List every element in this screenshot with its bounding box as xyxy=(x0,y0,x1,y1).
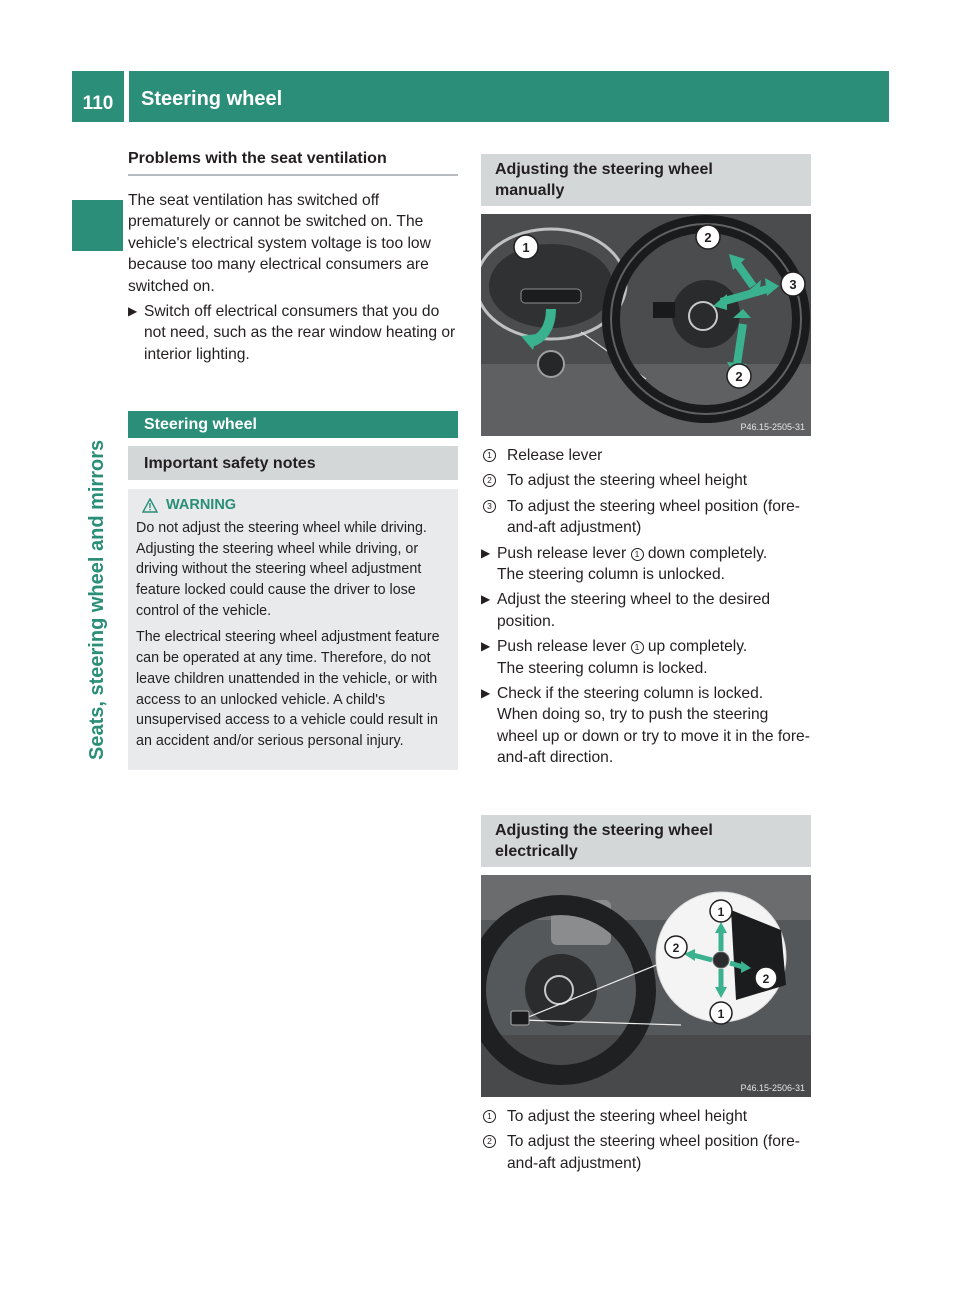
electric-figure-code: P46.15-2506-31 xyxy=(740,1082,805,1093)
manual-step-2 xyxy=(481,589,811,632)
step-arrow-icon: ▶ xyxy=(481,592,491,607)
callout-number: 1 xyxy=(631,548,644,561)
side-tab xyxy=(84,270,112,760)
steering-wheel-section: Steering wheel xyxy=(128,411,458,438)
svg-text:2: 2 xyxy=(704,230,712,245)
safety-notes-section: Important safety notes xyxy=(128,446,458,480)
manual-adjust-figure xyxy=(481,214,811,436)
svg-text:3: 3 xyxy=(789,277,797,292)
side-tab-label: Seats, steering wheel and mirrors xyxy=(86,439,108,760)
steering-wheel-electric-illustration xyxy=(481,875,811,1097)
legend-text: Release lever xyxy=(507,447,603,464)
manual-step-4 xyxy=(481,683,811,769)
warning-paragraph-2: The electrical steering wheel adjustment feature can be operated at any time. Therefore, do not leave children unattended in the vehicle, or with access to an unlocked vehicle. A child's unsupervised access to a vehicle could result in an accident and/or serious personal injury. xyxy=(136,629,440,749)
step-text: Push release lever xyxy=(497,638,627,656)
manual-legend-item xyxy=(481,470,811,491)
manual-step-3 xyxy=(481,636,811,679)
callout-number: 1 xyxy=(483,449,496,462)
manual-figure-code: P46.15-2505-31 xyxy=(740,422,805,432)
right-column xyxy=(481,154,811,1178)
step-text: Check if the steering column is locked. xyxy=(497,685,764,703)
ventilation-step xyxy=(128,301,458,365)
electric-legend-item xyxy=(481,1106,811,1127)
warning-paragraph-1: Do not adjust the steering wheel while driving. Adjusting the steering wheel while driving, or driving without the steering wheel adjustment feature locked could cause the driver to lose control of the vehicle. xyxy=(136,519,427,619)
step-text: down completely. xyxy=(647,544,768,562)
svg-text:2: 2 xyxy=(735,369,743,384)
left-column xyxy=(128,150,458,770)
step-arrow-icon: ▶ xyxy=(481,545,491,560)
legend-text: To adjust the steering wheel height xyxy=(507,472,748,490)
page-title: Steering wheel xyxy=(141,88,283,110)
warning-header xyxy=(136,495,450,516)
electric-adjust-figure xyxy=(481,875,811,1097)
step-arrow-icon: ▶ xyxy=(128,304,138,319)
step-text: Adjust the steering wheel to the desired position. xyxy=(497,591,771,630)
step-text: up completely. xyxy=(647,638,748,656)
page-number: 110 xyxy=(82,92,114,114)
step-result: The steering column is unlocked. xyxy=(497,566,725,584)
manual-step-1 xyxy=(481,543,811,586)
legend-text: To adjust the steering wheel height xyxy=(507,1107,748,1125)
svg-text:2: 2 xyxy=(762,971,770,986)
manual-legend-item xyxy=(481,496,811,539)
svg-text:1: 1 xyxy=(522,240,530,255)
electric-adjust-heading: Adjusting the steering wheel electrically xyxy=(481,815,811,867)
svg-text:1: 1 xyxy=(717,1006,725,1021)
electric-legend-item xyxy=(481,1131,811,1174)
header-separator xyxy=(124,71,129,122)
ventilation-heading: Problems with the seat ventilation xyxy=(128,150,458,176)
step-text: Push release lever xyxy=(497,544,627,562)
legend-text: To adjust the steering wheel position (fore-and-aft adjustment) xyxy=(507,1133,800,1172)
manual-legend-item xyxy=(481,445,811,466)
step-arrow-icon: ▶ xyxy=(481,639,491,654)
steering-wheel-manual-illustration xyxy=(481,214,811,436)
callout-number: 3 xyxy=(483,500,496,513)
warning-label: WARNING xyxy=(166,497,237,514)
step-arrow-icon: ▶ xyxy=(481,686,491,701)
warning-box xyxy=(128,489,458,769)
ventilation-step-text: Switch off electrical consumers that you do not need, such as the rear window heating or interior lighting. xyxy=(144,303,456,363)
step-result: The steering column is locked. xyxy=(497,659,708,677)
svg-text:2: 2 xyxy=(672,940,680,955)
step-detail: When doing so, try to push the steering wheel up or down or try to move it in the fore-and-aft direction. xyxy=(497,706,810,767)
callout-number: 2 xyxy=(483,474,496,487)
warning-triangle-icon xyxy=(142,498,158,513)
callout-number: 2 xyxy=(483,1135,496,1148)
legend-text: To adjust the steering wheel position (fore-and-aft adjustment) xyxy=(507,497,800,537)
callout-number: 1 xyxy=(631,641,644,654)
manual-adjust-heading: Adjusting the steering wheel manually xyxy=(481,154,811,206)
callout-number: 1 xyxy=(483,1110,496,1123)
ventilation-text: The seat ventilation has switched off prematurely or cannot be switched on. The vehicle's electrical system voltage is too low because too many electrical consumers are switched on. xyxy=(128,192,431,295)
svg-text:1: 1 xyxy=(717,904,725,919)
side-tab-marker xyxy=(72,200,123,251)
